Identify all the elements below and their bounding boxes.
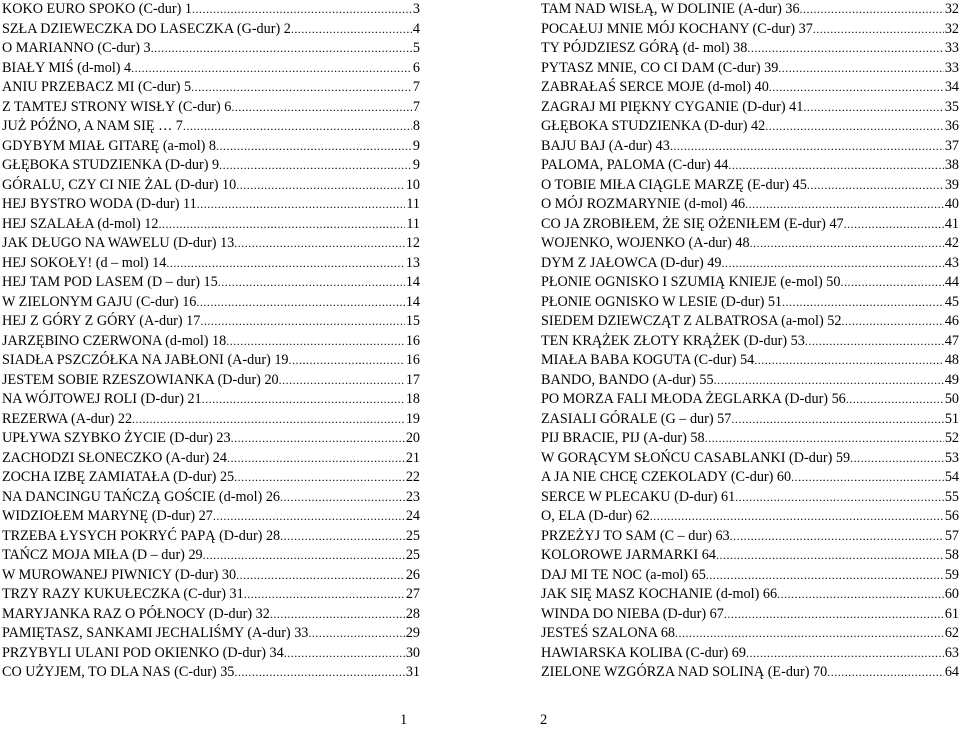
toc-entry-title: Z TAMTEJ STRONY WISŁY (C-dur) 6 (2, 98, 232, 115)
toc-right-column (541, 0, 959, 683)
toc-entry-title: DAJ MI TE NOC (a-mol) 65 (541, 566, 706, 583)
toc-entry (2, 98, 420, 118)
toc-entry-page: 18 (405, 391, 420, 407)
toc-entry-title: POCAŁUJ MNIE MÓJ KOCHANY (C-dur) 37 (541, 20, 813, 37)
toc-dot-leader (231, 98, 412, 118)
toc-entry (541, 176, 959, 196)
toc-entry-title: W GORĄCYM SŁOŃCU CASABLANKI (D-dur) 59 (541, 449, 851, 466)
toc-entry (541, 449, 959, 469)
toc-entry (2, 273, 420, 293)
toc-entry (541, 468, 959, 488)
toc-dot-leader (650, 507, 944, 527)
toc-dot-leader (197, 195, 406, 215)
toc-entry-title: WIDZIOŁEM MARYNĘ (D-dur) 27 (2, 508, 213, 524)
toc-entry-page: 12 (405, 235, 420, 251)
toc-dot-leader (675, 624, 944, 644)
toc-entry-page: 33 (944, 59, 959, 76)
toc-entry-page: 14 (405, 293, 420, 310)
toc-entry-title: GÓRALU, CZY CI NIE ŻAL (D-dur) 10 (2, 176, 237, 193)
toc-entry-page: 19 (405, 410, 420, 427)
toc-entry-page: 43 (944, 254, 959, 271)
toc-dot-leader (745, 195, 944, 215)
toc-entry-title: O, ELA (D-dur) 62 (541, 508, 650, 524)
toc-entry-title: JESTEM SOBIE RZESZOWIANKA (D-dur) 20 (2, 371, 279, 388)
toc-entry (2, 332, 420, 352)
toc-dot-leader (226, 332, 405, 352)
toc-dot-leader (747, 39, 943, 59)
toc-dot-leader (289, 351, 405, 371)
toc-entry (2, 215, 420, 235)
toc-entry-page: 40 (944, 196, 959, 212)
toc-dot-leader (244, 585, 405, 605)
toc-entry-page: 36 (944, 118, 959, 134)
toc-entry (541, 98, 959, 118)
toc-entry (541, 624, 959, 644)
toc-entry (541, 546, 959, 566)
toc-dot-leader (777, 585, 944, 605)
toc-dot-leader (196, 293, 404, 313)
toc-entry (2, 507, 420, 527)
toc-entry (2, 488, 420, 508)
toc-entry-title: PIJ BRACIE, PIJ (A-dur) 58 (541, 430, 705, 446)
toc-entry-page: 50 (944, 391, 959, 407)
toc-entry-title: PYTASZ MNIE, CO CI DAM (C-dur) 39 (541, 59, 779, 76)
toc-dot-leader (227, 449, 405, 469)
toc-entry-page: 55 (944, 488, 959, 505)
toc-entry-page: 25 (405, 547, 420, 563)
toc-entry (2, 176, 420, 196)
toc-entry (541, 215, 959, 235)
toc-entry (2, 663, 420, 683)
toc-entry-page: 57 (944, 527, 959, 544)
toc-entry-page: 29 (405, 625, 420, 641)
toc-entry-title: W MUROWANEJ PIWNICY (D-dur) 30 (2, 566, 237, 583)
toc-dot-leader (716, 546, 944, 566)
toc-entry-title: W ZIELONYM GAJU (C-dur) 16 (2, 293, 197, 310)
toc-entry-title: KOLOROWE JARMARKI 64 (541, 547, 716, 563)
toc-entry-title: TY PÓJDZIESZ GÓRĄ (d- mol) 38 (541, 40, 748, 56)
toc-entry-title: JESTEŚ SZALONA 68 (541, 625, 676, 641)
toc-entry (541, 566, 959, 586)
toc-entry (541, 332, 959, 352)
toc-dot-leader (308, 624, 404, 644)
toc-entry-page: 59 (944, 566, 959, 583)
toc-entry-title: ANIU PRZEBACZ MI (C-dur) 5 (2, 79, 192, 95)
toc-entry-title: REZERWA (A-dur) 22 (2, 410, 133, 427)
toc-dot-leader (844, 215, 944, 235)
toc-entry-page: 24 (405, 508, 420, 524)
toc-entry (2, 351, 420, 371)
toc-entry-page: 42 (944, 235, 959, 251)
toc-entry-page: 14 (405, 274, 420, 290)
toc-entry (2, 468, 420, 488)
toc-entry-page: 39 (944, 176, 959, 193)
toc-entry-page: 6 (412, 59, 420, 76)
toc-entry (2, 585, 420, 605)
toc-entry-title: JAK DŁUGO NA WAWELU (D-dur) 13 (2, 235, 235, 251)
toc-entry-title: O MARIANNO (C-dur) 3 (2, 40, 151, 56)
toc-entry-page: 37 (944, 137, 959, 154)
toc-entry-title: PRZYBYLI ULANI POD OKIENKO (D-dur) 34 (2, 644, 284, 661)
toc-dot-leader (291, 20, 412, 40)
toc-entry-page: 16 (405, 352, 420, 368)
toc-entry-page: 41 (944, 215, 959, 232)
toc-entry-page: 7 (412, 79, 420, 95)
toc-dot-leader (284, 644, 405, 664)
toc-entry-page: 31 (405, 664, 420, 680)
toc-entry-title: JUŻ PÓŹNO, A NAM SIĘ … 7 (2, 118, 183, 134)
toc-entry-page: 21 (405, 449, 420, 466)
toc-entry (541, 410, 959, 430)
toc-entry (2, 566, 420, 586)
toc-entry (541, 390, 959, 410)
toc-entry-title: O TOBIE MIŁA CIĄGLE MARZĘ (E-dur) 45 (541, 176, 807, 193)
toc-entry (2, 0, 420, 20)
toc-entry-page: 32 (944, 1, 959, 17)
toc-dot-leader (714, 371, 944, 391)
toc-entry (541, 488, 959, 508)
toc-dot-leader (728, 156, 943, 176)
toc-dot-leader (132, 410, 405, 430)
toc-entry-page: 32 (944, 20, 959, 37)
toc-entry-title: SERCE W PLECAKU (D-dur) 61 (541, 488, 736, 505)
toc-left-column (2, 0, 420, 683)
toc-entry (2, 293, 420, 313)
toc-entry-page: 28 (405, 605, 420, 622)
toc-entry (2, 156, 420, 176)
toc-entry-page: 63 (944, 644, 959, 661)
toc-entry-page: 54 (944, 469, 959, 485)
toc-dot-leader (850, 449, 944, 469)
toc-entry (541, 312, 959, 332)
toc-entry (2, 624, 420, 644)
toc-entry (541, 39, 959, 59)
toc-dot-leader (166, 254, 404, 274)
toc-entry (2, 254, 420, 274)
toc-entry-title: CO UŻYJEM, TO DLA NAS (C-dur) 35 (2, 664, 235, 680)
toc-entry-page: 38 (944, 157, 959, 173)
toc-entry (541, 644, 959, 664)
toc-entry-title: HEJ SZALAŁA (d-mol) 12 (2, 215, 159, 232)
toc-dot-leader (216, 137, 412, 157)
toc-entry (541, 429, 959, 449)
toc-entry-title: A JA NIE CHCĘ CZEKOLADY (C-dur) 60 (541, 469, 792, 485)
toc-entry-page: 60 (944, 586, 959, 602)
toc-entry-title: HEJ SOKOŁY! (d – mol) 14 (2, 254, 167, 271)
toc-entry (2, 527, 420, 547)
toc-entry-page: 34 (944, 79, 959, 95)
toc-entry-title: GŁĘBOKA STUDZIENKA (D-dur) 42 (541, 118, 766, 134)
toc-entry-page: 45 (944, 293, 959, 310)
toc-entry-title: TRZEBA ŁYSYCH POKRYĆ PAPĄ (D-dur) 28 (2, 527, 281, 544)
toc-entry (541, 0, 959, 20)
toc-entry-page: 53 (944, 449, 959, 466)
toc-entry-page: 3 (412, 1, 420, 17)
toc-dot-leader (840, 273, 943, 293)
toc-entry-title: BAJU BAJ (A-dur) 43 (541, 137, 670, 154)
toc-entry (541, 59, 959, 79)
toc-entry-title: NA DANCINGU TAŃCZĄ GOŚCIE (d-mol) 26 (2, 488, 281, 505)
toc-entry-page: 22 (405, 469, 420, 485)
toc-entry-title: KOKO EURO SPOKO (C-dur) 1 (2, 1, 192, 17)
toc-entry (2, 546, 420, 566)
toc-dot-leader (131, 59, 412, 79)
toc-dot-leader (191, 78, 412, 98)
toc-dot-leader (721, 254, 943, 274)
toc-entry-title: O MÓJ ROZMARYNIE (d-mol) 46 (541, 196, 746, 212)
toc-dot-leader (735, 488, 944, 508)
toc-entry (541, 156, 959, 176)
toc-entry-title: ZASIALI GÓRALE (G – dur) 57 (541, 410, 732, 427)
toc-entry-title: BIAŁY MIŚ (d-mol) 4 (2, 59, 132, 76)
toc-entry-title: DYM Z JAŁOWCA (D-dur) 49 (541, 254, 722, 271)
toc-dot-leader (219, 156, 412, 176)
toc-dot-leader (151, 39, 412, 59)
toc-entry-title: MIAŁA BABA KOGUTA (C-dur) 54 (541, 352, 755, 368)
toc-entry-title: ZAGRAJ MI PIĘKNY CYGANIE (D-dur) 41 (541, 98, 804, 115)
toc-entry-page: 49 (944, 371, 959, 388)
toc-entry-page: 30 (405, 644, 420, 661)
toc-entry-title: MARYJANKA RAZ O PÓŁNOCY (D-dur) 32 (2, 605, 270, 622)
toc-entry (541, 663, 959, 683)
toc-dot-leader (236, 176, 405, 196)
toc-entry (541, 605, 959, 625)
toc-entry-title: PALOMA, PALOMA (C-dur) 44 (541, 157, 729, 173)
toc-dot-leader (807, 176, 944, 196)
toc-entry-page: 58 (944, 547, 959, 563)
toc-dot-leader (218, 273, 405, 293)
toc-dot-leader (158, 215, 405, 235)
toc-dot-leader (213, 507, 405, 527)
toc-entry (2, 117, 420, 137)
toc-entry-title: TAŃCZ MOJA MIŁA (D – dur) 29 (2, 547, 203, 563)
toc-entry-title: UPŁYWA SZYBKO ŻYCIE (D-dur) 23 (2, 430, 231, 446)
toc-dot-leader (805, 332, 944, 352)
toc-entry-title: HAWIARSKA KOLIBA (C-dur) 69 (541, 644, 746, 661)
toc-entry (541, 78, 959, 98)
toc-entry-page: 9 (412, 137, 420, 154)
toc-entry (2, 39, 420, 59)
toc-dot-leader (231, 429, 405, 449)
toc-entry (541, 20, 959, 40)
toc-dot-leader (183, 117, 412, 137)
toc-entry-title: PŁONIE OGNISKO W LESIE (D-dur) 51 (541, 293, 783, 310)
toc-entry-page: 23 (405, 488, 420, 505)
toc-entry-page: 51 (944, 410, 959, 427)
toc-entry-page: 4 (412, 20, 420, 37)
toc-entry-page: 61 (944, 605, 959, 622)
toc-dot-leader (705, 429, 944, 449)
toc-entry-title: CO JA ZROBIŁEM, ŻE SIĘ OŻENIŁEM (E-dur) 47 (541, 215, 844, 232)
toc-dot-leader (270, 605, 405, 625)
toc-entry-page: 25 (405, 527, 420, 544)
toc-entry-page: 5 (412, 40, 420, 56)
toc-entry-title: JAK SIĘ MASZ KOCHANIE (d-mol) 66 (541, 586, 778, 602)
toc-entry (541, 254, 959, 274)
toc-entry-title: PAMIĘTASZ, SANKAMI JECHALIŚMY (A-dur) 33 (2, 625, 309, 641)
toc-dot-leader (234, 663, 404, 683)
toc-entry (2, 195, 420, 215)
toc-entry (2, 234, 420, 254)
toc-entry-title: ZABRAŁAŚ SERCE MOJE (d-mol) 40 (541, 79, 769, 95)
toc-entry-title: TRZY RAZY KUKUŁECZKA (C-dur) 31 (2, 586, 244, 602)
toc-entry (541, 195, 959, 215)
toc-entry-title: ZOCHA IZBĘ ZAMIATAŁA (D-dur) 25 (2, 469, 235, 485)
toc-entry-page: 17 (405, 371, 420, 388)
toc-entry-title: PO MORZA FALI MŁODA ŻEGLARKA (D-dur) 56 (541, 391, 846, 407)
toc-entry (2, 429, 420, 449)
toc-entry-title: GŁĘBOKA STUDZIENKA (D-dur) 9 (2, 157, 220, 173)
toc-entry-page: 10 (405, 176, 420, 193)
toc-entry-page: 15 (405, 313, 420, 329)
toc-entry-title: ZACHODZI SŁONECZKO (A-dur) 24 (2, 449, 227, 466)
toc-entry-page: 9 (412, 157, 420, 173)
toc-entry-page: 11 (406, 196, 420, 212)
toc-entry (541, 137, 959, 157)
toc-dot-leader (754, 351, 944, 371)
toc-entry-title: BANDO, BANDO (A-dur) 55 (541, 371, 714, 388)
toc-entry (2, 59, 420, 79)
toc-dot-leader (800, 0, 944, 20)
toc-dot-leader (234, 234, 405, 254)
toc-dot-leader (236, 566, 405, 586)
toc-dot-leader (234, 468, 405, 488)
toc-entry (2, 137, 420, 157)
toc-dot-leader (841, 312, 943, 332)
toc-entry-page: 33 (944, 40, 959, 56)
toc-entry-page: 46 (944, 313, 959, 329)
toc-entry-page: 64 (944, 664, 959, 680)
toc-entry-page: 7 (412, 98, 420, 115)
toc-dot-leader (769, 78, 944, 98)
toc-entry (2, 78, 420, 98)
toc-entry (2, 605, 420, 625)
toc-dot-leader (827, 663, 944, 683)
toc-entry-page: 27 (405, 586, 420, 602)
toc-entry-page: 44 (944, 274, 959, 290)
toc-dot-leader (724, 605, 944, 625)
toc-entry-page: 52 (944, 430, 959, 446)
toc-entry-title: SIEDEM DZIEWCZĄT Z ALBATROSA (a-mol) 52 (541, 313, 842, 329)
toc-entry (541, 585, 959, 605)
toc-entry-title: HEJ BYSTRO WODA (D-dur) 11 (2, 196, 197, 212)
toc-dot-leader (813, 20, 944, 40)
toc-entry (541, 234, 959, 254)
page-number-left: 1 (400, 712, 408, 728)
toc-entry-title: HEJ TAM POD LASEM (D – dur) 15 (2, 274, 218, 290)
toc-entry (2, 449, 420, 469)
toc-entry-page: 62 (944, 625, 959, 641)
toc-entry-title: WINDA DO NIEBA (D-dur) 67 (541, 605, 724, 622)
toc-dot-leader (203, 546, 405, 566)
toc-dot-leader (280, 527, 405, 547)
toc-entry-title: WOJENKO, WOJENKO (A-dur) 48 (541, 235, 750, 251)
toc-entry-title: HEJ Z GÓRY Z GÓRY (A-dur) 17 (2, 313, 201, 329)
toc-entry (2, 20, 420, 40)
toc-entry-title: PRZEŻYJ TO SAM (C – dur) 63 (541, 527, 730, 544)
toc-dot-leader (803, 98, 944, 118)
toc-dot-leader (202, 390, 405, 410)
toc-dot-leader (200, 312, 404, 332)
toc-entry-page: 56 (944, 508, 959, 524)
toc-entry-title: SIADŁA PSZCZÓŁKA NA JABŁONI (A-dur) 19 (2, 352, 289, 368)
toc-entry (541, 273, 959, 293)
toc-entry-page: 35 (944, 98, 959, 115)
toc-entry (541, 351, 959, 371)
toc-dot-leader (280, 488, 405, 508)
toc-entry-page: 16 (405, 332, 420, 349)
toc-entry (541, 293, 959, 313)
toc-entry (2, 390, 420, 410)
toc-dot-leader (279, 371, 405, 391)
toc-entry-title: SZŁA DZIEWECZKA DO LASECZKA (G-dur) 2 (2, 20, 291, 37)
toc-dot-leader (670, 137, 944, 157)
toc-dot-leader (706, 566, 944, 586)
toc-entry (541, 371, 959, 391)
toc-dot-leader (750, 234, 944, 254)
toc-dot-leader (730, 527, 944, 547)
toc-entry-title: GDYBYM MIAŁ GITARĘ (a-mol) 8 (2, 137, 217, 154)
toc-entry-title: TEN KRĄŻEK ZŁOTY KRĄŻEK (D-dur) 53 (541, 332, 805, 349)
toc-dot-leader (192, 0, 412, 20)
toc-entry-page: 8 (412, 118, 420, 134)
toc-entry (541, 527, 959, 547)
toc-entry-title: PŁONIE OGNISKO I SZUMIĄ KNIEJE (e-mol) 50 (541, 274, 841, 290)
toc-dot-leader (778, 59, 944, 79)
toc-entry (2, 410, 420, 430)
toc-entry (541, 507, 959, 527)
toc-dot-leader (791, 468, 944, 488)
toc-entry (2, 371, 420, 391)
toc-dot-leader (782, 293, 944, 313)
toc-entry-title: NA WÓJTOWEJ ROLI (D-dur) 21 (2, 391, 202, 407)
toc-entry (2, 644, 420, 664)
toc-dot-leader (731, 410, 943, 430)
toc-entry-page: 13 (405, 254, 420, 271)
toc-entry-page: 11 (406, 215, 420, 232)
toc-entry-title: TAM NAD WISŁĄ, W DOLINIE (A-dur) 36 (541, 1, 800, 17)
toc-dot-leader (846, 390, 944, 410)
toc-entry-page: 26 (405, 566, 420, 583)
toc-entry (2, 312, 420, 332)
toc-entry-title: JARZĘBINO CZERWONA (d-mol) 18 (2, 332, 227, 349)
toc-dot-leader (746, 644, 944, 664)
toc-entry (541, 117, 959, 137)
page-number-right: 2 (540, 712, 548, 728)
toc-entry-page: 20 (405, 430, 420, 446)
toc-entry-title: ZIELONE WZGÓRZA NAD SOLINĄ (E-dur) 70 (541, 664, 828, 680)
toc-dot-leader (765, 117, 944, 137)
toc-entry-page: 48 (944, 352, 959, 368)
toc-entry-page: 47 (944, 332, 959, 349)
